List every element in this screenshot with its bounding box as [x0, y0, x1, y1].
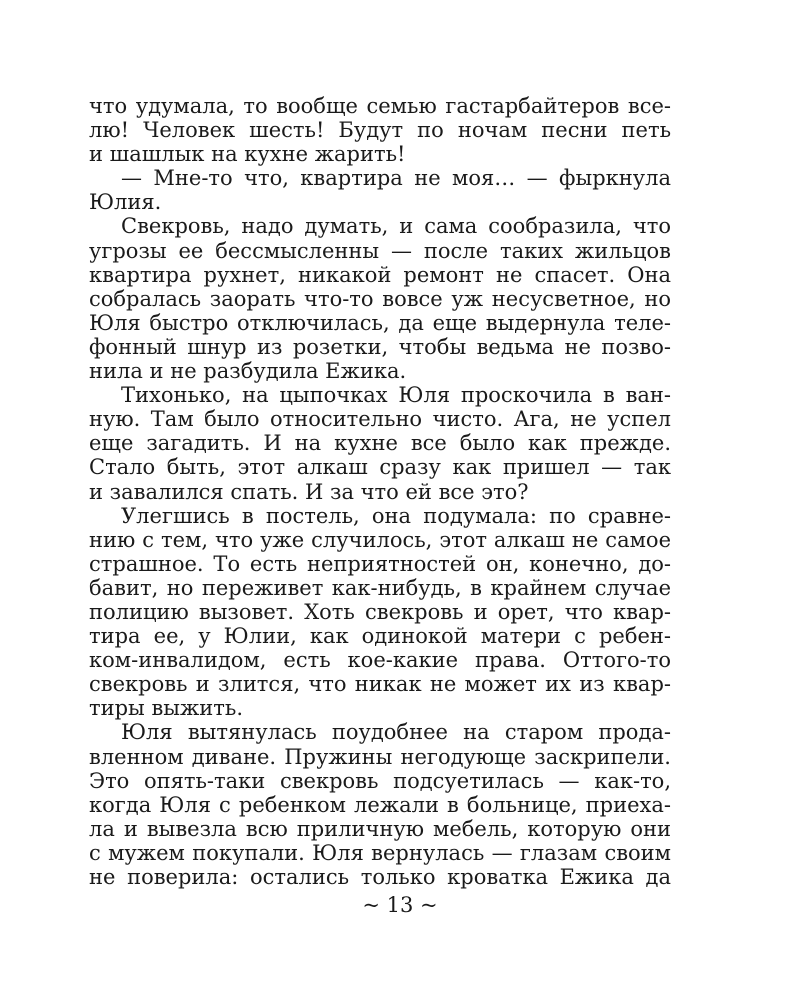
text-line: ную. Там было относительно чисто. Ага, не успел: [89, 407, 671, 432]
page-number: ~ 13 ~: [362, 893, 438, 917]
text-line: полицию вызовет. Хоть свекровь и орет, что квар-: [89, 599, 671, 624]
text-line: фонный шнур из розетки, чтобы ведьма не позво-: [89, 334, 671, 359]
text-line: вленном диване. Пружины негодующе заскрипели.: [89, 744, 671, 769]
text-line: Свекровь, надо думать, и сама сообразила, что: [121, 214, 671, 239]
text-line: не поверила: остались только кроватка Ежика да: [89, 865, 671, 889]
text-line: Тихонько, на цыпочках Юля проскочила в ван-: [121, 383, 671, 408]
text-line: ком-инвалидом, есть кое-какие права. Оттого-то: [89, 648, 671, 673]
text-line: угрозы ее бессмысленны — после таких жильцов: [89, 238, 671, 263]
text-line: страшное. То есть неприятностей он, конечно, до-: [89, 551, 671, 576]
text-line: когда Юля с ребенком лежали в больнице, приеха-: [89, 792, 671, 817]
text-line: еще загадить. И на кухне все было как прежде.: [89, 431, 671, 456]
text-line: Юля вытянулась поудобнее на старом прода-: [121, 720, 671, 745]
text-line: что удумала, то вообще семью гастарбайтеров все-: [89, 94, 671, 118]
text-line: — Мне-то что, квартира не моя… — фыркнула: [121, 166, 671, 191]
text-line: квартира рухнет, никакой ремонт не спасет. Она: [89, 262, 671, 287]
text-line: тиры выжить.: [89, 696, 244, 721]
text-line: Стало быть, этот алкаш сразу как пришел — так: [89, 455, 671, 480]
text-line: и завалился спать. И за что ей все это?: [89, 479, 529, 504]
text-line: Улегшись в постель, она подумала: по сравне-: [121, 503, 671, 528]
text-line: собралась заорать что-то вовсе уж несусветное, но: [89, 286, 671, 311]
text-line: тира ее, у Юлии, как одинокой матери с ребен-: [89, 624, 671, 649]
text-line: свекровь и злится, что никак не может их из квар-: [89, 672, 671, 697]
text-line: и шашлык на кухне жарить!: [89, 142, 406, 167]
text-line: нию с тем, что уже случилось, этот алкаш не самое: [89, 527, 671, 552]
text-line: нила и не разбудила Ежика.: [89, 359, 407, 384]
text-line: Это опять-таки свекровь подсуетилась — как-то,: [89, 768, 671, 793]
text-line: бавит, но переживет как-нибудь, в крайнем случае: [89, 575, 671, 600]
book-page-text: [89, 94, 671, 889]
text-line: Юля быстро отключилась, да еще выдернула теле-: [89, 310, 671, 335]
text-line: Юлия.: [89, 190, 162, 215]
text-line: с мужем покупали. Юля вернулась — глазам своим: [89, 840, 671, 865]
text-line: лю! Человек шесть! Будут по ночам песни петь: [89, 118, 671, 143]
text-line: ла и вывезла всю приличную мебель, которую они: [89, 816, 671, 841]
